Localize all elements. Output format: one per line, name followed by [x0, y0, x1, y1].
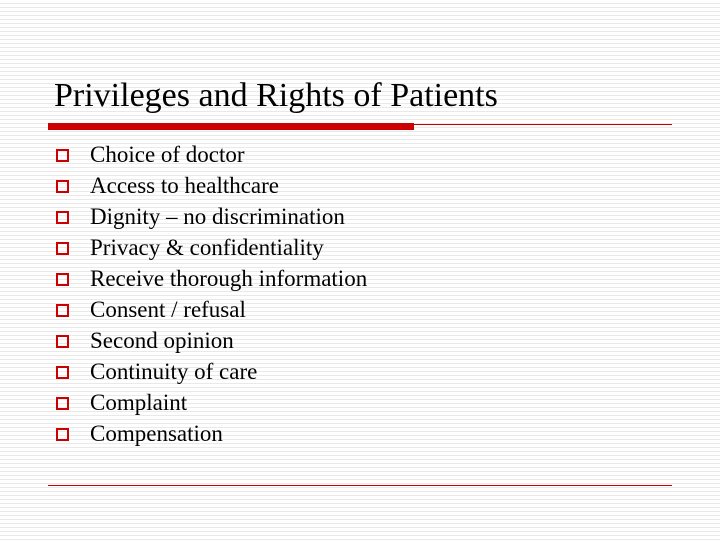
- list-item: [54, 139, 367, 170]
- list-item-text: Continuity of care: [90, 359, 258, 384]
- list-item: [54, 263, 367, 294]
- footer-rule: [48, 485, 672, 486]
- list-item: [54, 201, 367, 232]
- list-item-text: Privacy & confidentiality: [90, 235, 324, 260]
- square-box-icon: [56, 304, 69, 317]
- list-item: [54, 232, 367, 263]
- list-item: [54, 387, 367, 418]
- square-box-icon: [56, 273, 69, 286]
- list-item-text: Choice of doctor: [90, 142, 245, 167]
- list-item: [54, 294, 367, 325]
- list-item-text: Complaint: [90, 390, 188, 415]
- list-item-text: Access to healthcare: [90, 173, 280, 198]
- list-item-text: Receive thorough information: [90, 266, 368, 291]
- square-box-icon: [56, 397, 69, 410]
- square-box-icon: [56, 149, 69, 162]
- list-item-text: Dignity – no discrimination: [90, 204, 345, 229]
- title-underline-thin: [414, 124, 672, 125]
- title-underline-thick: [48, 123, 414, 130]
- square-box-icon: [56, 242, 69, 255]
- square-box-icon: [56, 428, 69, 441]
- list-item-text: Consent / refusal: [90, 297, 246, 322]
- square-box-icon: [56, 335, 69, 348]
- list-item: [54, 418, 367, 449]
- bullet-list: [54, 139, 367, 449]
- list-item: [54, 356, 367, 387]
- square-box-icon: [56, 366, 69, 379]
- slide-title: Privileges and Rights of Patients: [54, 77, 498, 114]
- list-item-text: Compensation: [90, 421, 223, 446]
- list-item: [54, 170, 367, 201]
- list-item-text: Second opinion: [90, 328, 234, 353]
- list-item: [54, 325, 367, 356]
- square-box-icon: [56, 180, 69, 193]
- square-box-icon: [56, 211, 69, 224]
